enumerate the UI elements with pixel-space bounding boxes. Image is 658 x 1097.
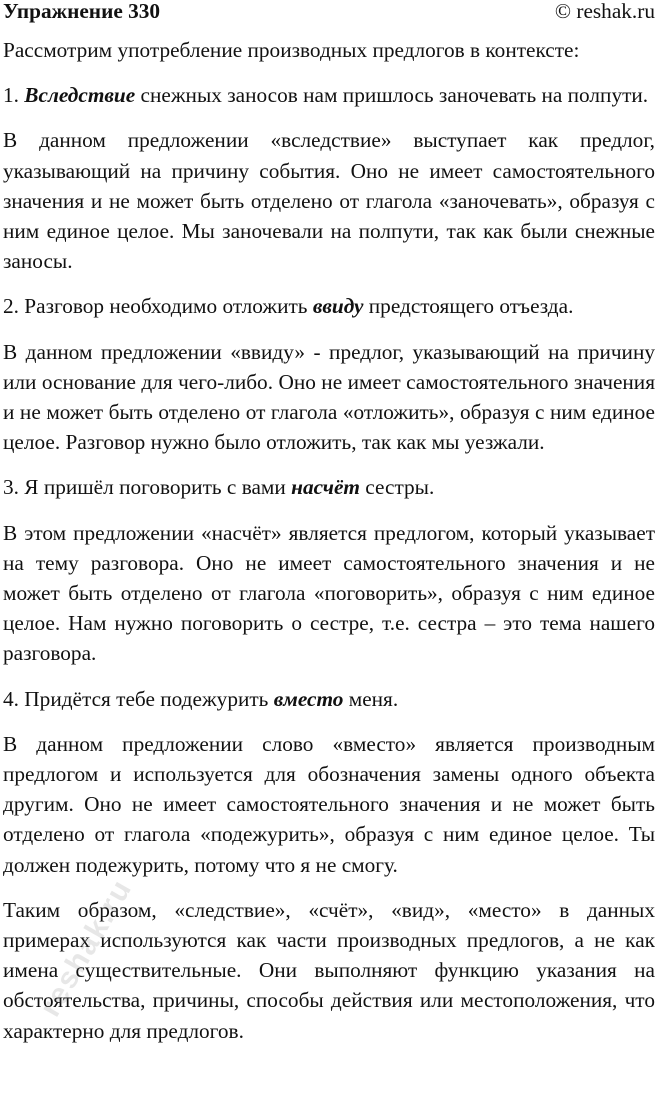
example-sentence-4	[3, 684, 655, 714]
explanation-2: В данном предложении «ввиду» - предлог, указывающий на причину или основание для чего-либо. Оно не имеет самостоятельного значения и не может быть отделено от глагола «отложить», образуя с ним единое целое. Разговор нужно было отложить, так как мы уезжали.	[3, 339, 655, 455]
sentence-text: 1.	[3, 83, 25, 108]
sentence-text: 4. Придётся тебе подежурить	[3, 686, 274, 711]
preposition-keyword: ввиду	[312, 294, 364, 319]
example-sentence-3	[3, 472, 655, 502]
preposition-keyword: Вследствие	[24, 83, 136, 108]
sentence-text: сестры.	[359, 475, 435, 500]
sentence-text: предстоящего отъезда.	[363, 294, 574, 319]
exercise-title: Упражнение 330	[3, 0, 161, 23]
copyright: © reshak.ru	[554, 0, 655, 23]
sentence-text: снежных заносов нам пришлось заночевать на полпути.	[135, 83, 649, 108]
example-sentence-1	[3, 80, 655, 110]
preposition-keyword: насчёт	[291, 475, 360, 500]
explanation-1: В данном предложении «вследствие» выступает как предлог, указывающий на причину события. Оно не имеет самостоятельного значения и не может быть отделено от глагола «заночевать», образуя с ним единое целое. Мы заночевали на полпути, так как были снежные заносы.	[3, 128, 655, 274]
explanation-3: В этом предложении «насчёт» является предлогом, который указывает на тему разговора. Оно не имеет самостоятельного значения и не может быть отделено от глагола «поговорить», образуя с ним единое целое. Нам нужно поговорить о сестре, т.е. сестра – это тема нашего разговора.	[3, 520, 655, 666]
sentence-text: 3. Я пришёл поговорить с вами	[3, 475, 292, 500]
example-sentence-2	[3, 291, 655, 321]
watermark: reshak.ru	[33, 873, 139, 1023]
conclusion-paragraph: Таким образом, «следствие», «счёт», «вид», «место» в данных примерах используются как части производных предлогов, а не как имена существительные. Они выполняют функцию указания на обстоятельства, причины, способы действия или местоположения, что характерно для предлогов.	[3, 897, 655, 1043]
intro-paragraph: Рассмотрим употребление производных предлогов в контексте:	[3, 38, 580, 62]
sentence-text: 2. Разговор необходимо отложить	[3, 294, 313, 319]
header	[3, 0, 655, 30]
explanation-4: В данном предложении слово «вместо» является производным предлогом и используется для обозначения замены одного объекта другим. Оно не имеет самостоятельного значения и не может быть отделено от глагола «подежурить», образуя с ним единое целое. Ты должен подежурить, потому что я не смогу.	[3, 731, 655, 877]
preposition-keyword: вместо	[273, 686, 344, 711]
sentence-text: меня.	[343, 686, 399, 711]
